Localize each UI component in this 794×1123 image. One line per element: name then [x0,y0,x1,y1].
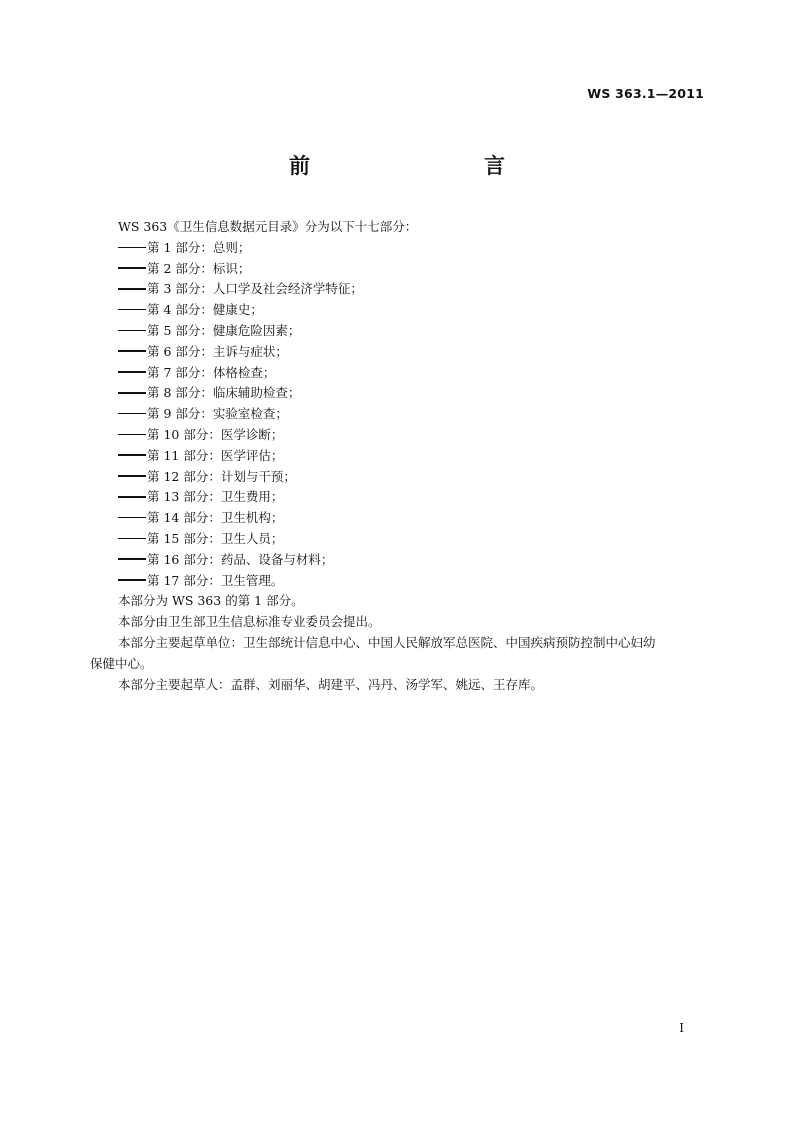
drafters-statement: 本部分主要起草人：孟群、刘丽华、胡建平、冯丹、汤学军、姚远、王存库。 [118,676,544,692]
em-dash-marker [118,392,146,394]
part-label: 第 16 部分：药品、设备与材料； [147,551,334,567]
standard-code: WS 363.1—2011 [587,86,704,101]
part-label: 第 15 部分：卫生人员； [147,530,284,546]
part-label: 第 4 部分：健康史； [147,302,263,318]
em-dash-marker [118,413,146,415]
part-list-item [118,383,708,404]
part-label: 第 7 部分：体格检查； [147,364,276,380]
em-dash-marker [118,496,146,498]
part-label: 第 13 部分：卫生费用； [147,489,284,505]
part-list-item [118,425,708,446]
part-label: 第 12 部分：计划与干预； [147,468,296,484]
part-label: 第 17 部分：卫生管理。 [147,572,284,588]
part-list-item [118,259,708,280]
part-list-item [118,550,708,571]
part-list-item [118,529,708,550]
part-list-item [118,404,708,425]
part-list-item [118,238,708,259]
em-dash-marker [118,434,146,436]
em-dash-marker [118,371,146,373]
em-dash-marker [118,309,146,311]
part-list-item [118,279,708,300]
part-list-item [118,467,708,488]
part-label: 第 10 部分：医学诊断； [147,426,284,442]
drafting-units-statement [90,633,708,675]
part-list-item [118,446,708,467]
em-dash-marker [118,579,146,581]
em-dash-marker [118,454,146,456]
em-dash-marker [118,350,146,352]
part-label: 第 11 部分：医学评估； [147,447,284,463]
em-dash-marker [118,247,146,249]
em-dash-marker [118,267,146,269]
drafting-units-line2: 保健中心。 [90,655,153,671]
part-of-statement: 本部分为 WS 363 的第 1 部分。 [118,593,304,609]
part-list-item [118,342,708,363]
em-dash-marker [118,475,146,477]
page-title: 前 言 [289,154,549,178]
parts-list [118,238,708,592]
part-list-item [118,300,708,321]
part-label: 第 3 部分：人口学及社会经济学特征； [147,281,363,297]
part-label: 第 2 部分：标识； [147,260,251,276]
em-dash-marker [118,538,146,540]
drafting-units-line1: 本部分主要起草单位：卫生部统计信息中心、中国人民解放军总医院、中国疾病预防控制中心妇幼 [118,634,656,650]
part-label: 第 8 部分：临床辅助检查； [147,385,301,401]
intro-paragraph: WS 363《卫生信息数据元目录》分为以下十七部分： [118,219,418,234]
part-list-item [118,321,708,342]
part-list-item [118,571,708,592]
part-list-item [118,487,708,508]
part-label: 第 1 部分：总则； [147,239,251,255]
em-dash-marker [118,288,146,290]
proposed-by-statement: 本部分由卫生部卫生信息标准专业委员会提出。 [118,614,381,630]
em-dash-marker [118,330,146,332]
part-list-item [118,363,708,384]
part-label: 第 14 部分：卫生机构； [147,510,284,526]
part-label: 第 6 部分：主诉与症状； [147,343,288,359]
foreword-body [90,217,708,695]
em-dash-marker [118,558,146,560]
part-label: 第 9 部分：实验室检查； [147,406,288,422]
part-list-item [118,508,708,529]
em-dash-marker [118,517,146,519]
page-number: I [679,1021,684,1035]
part-label: 第 5 部分：健康危险因素； [147,322,301,338]
